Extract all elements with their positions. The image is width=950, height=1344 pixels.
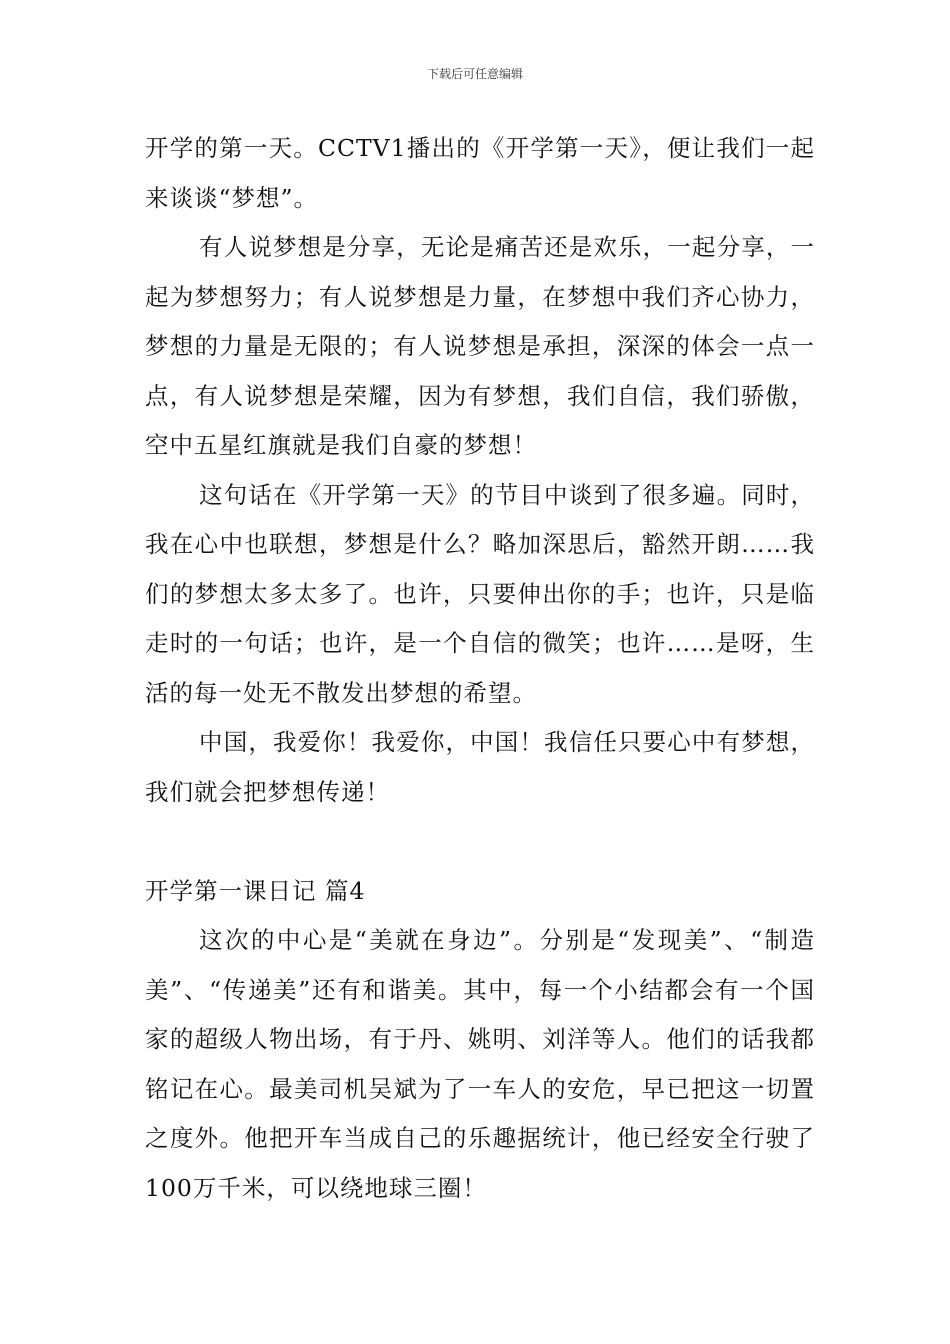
section-heading: 开学第一课日记 篇4 [145, 876, 366, 905]
document-body [145, 124, 815, 1213]
paragraph-love-china: 中国，我爱你！我爱你，中国！我信任只要心中有梦想，我们就会把梦想传递！ [145, 728, 815, 806]
paragraph-dream-meanings: 有人说梦想是分享，无论是痛苦还是欢乐，一起分享，一起为梦想努力；有人说梦想是力量，在梦想中我们齐心协力，梦想的力量是无限的；有人说梦想是承担，深深的体会一点一点，有人说梦想是荣耀，因为有梦想，我们自信，我们骄傲，空中五星红旗就是我们自豪的梦想！ [145, 233, 815, 459]
page-header-note: 下载后可任意编辑 [426, 67, 523, 81]
paragraph-continued: 开学的第一天。CCTV1播出的《开学第一天》，便让我们一起来谈谈“梦想”。 [145, 134, 815, 212]
paragraph-beauty-around: 这次的中心是“美就在身边”。分别是“发现美”、“制造美”、“传递美”还有和谐美。其中，每一个小结都会有一个国家的超级人物出场，有于丹、姚明、刘洋等人。他们的话我都铭记在心。最美司机吴斌为了一车人的安危，早已把这一切置之度外。他把开车当成自己的乐趣据统计，他已经安全行驶了100万千米，可以绕地球三圈！ [145, 926, 815, 1202]
paragraph-dream-reflection: 这句话在《开学第一天》的节目中谈到了很多遍。同时，我在心中也联想，梦想是什么？略加深思后，豁然开朗……我们的梦想太多太多了。也许，只要伸出你的手；也许，只是临走时的一句话；也许，是一个自信的微笑；也许……是呀，生活的每一处无不散发出梦想的希望。 [145, 480, 815, 707]
